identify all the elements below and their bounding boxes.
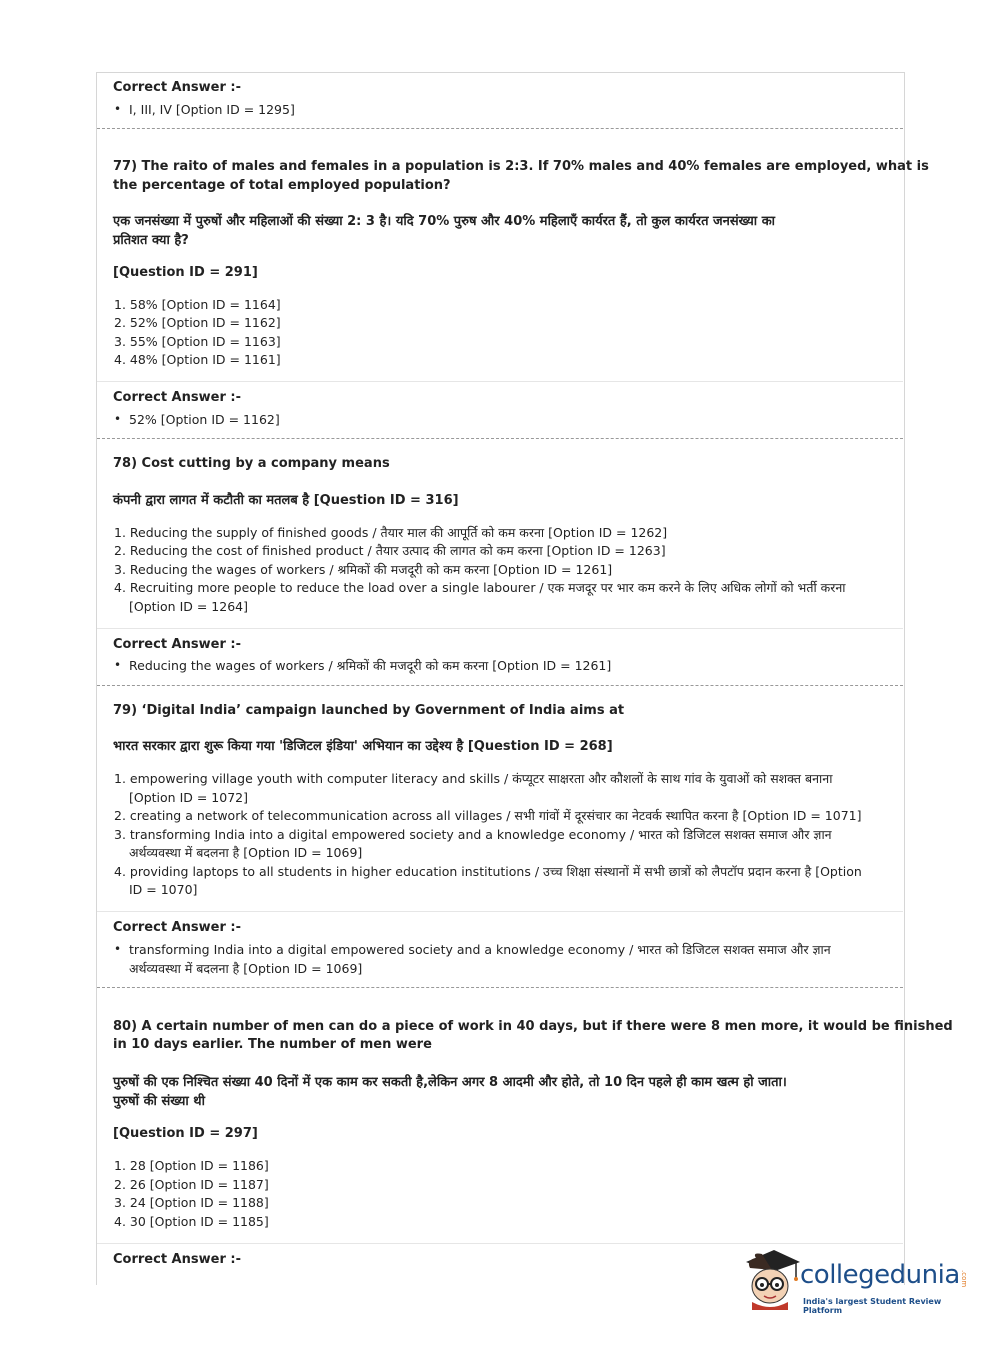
correct-answer-label: Correct Answer :- — [113, 920, 241, 935]
question-divider — [97, 987, 903, 988]
question-80-text: 80) A certain number of men can do a piece of work in 40 days, but if there were 8 men more, it would be finished — [113, 1019, 953, 1034]
correct-answer-value: transforming India into a digital empowered society and a knowledge economy / भारत को डिजिटल सशक्त समाज और ज्ञान — [129, 942, 831, 957]
question-77-id: [Question ID = 291] — [113, 265, 258, 280]
section-divider — [97, 381, 903, 382]
question-77-text: 77) The raito of males and females in a population is 2:3. If 70% males and 40% females are employed, what is — [113, 159, 929, 174]
question-77-text-cont: the percentage of total employed population? — [113, 178, 451, 193]
correct-answer-value: 52% [Option ID = 1162] — [129, 412, 280, 427]
option-item: 3. 24 [Option ID = 1188] — [114, 1195, 269, 1210]
option-item: 1. empowering village youth with computer literacy and skills / कंप्यूटर साक्षरता और कौशलों के साथ गांव के युवाओं को सशक्त बनाना — [114, 771, 833, 786]
mascot-icon — [742, 1248, 802, 1310]
bullet-icon: • — [114, 658, 122, 672]
option-item: 4. Recruiting more people to reduce the load over a single labourer / एक मजदूर पर भार कम करने के लिए अधिक लोगों को भर्ती करना — [114, 580, 846, 595]
correct-answer-label: Correct Answer :- — [113, 1252, 241, 1267]
collegedunia-logo — [742, 1246, 972, 1316]
question-80-id: [Question ID = 297] — [113, 1126, 258, 1141]
option-item: 1. 28 [Option ID = 1186] — [114, 1158, 269, 1173]
option-item: 2. Reducing the cost of finished product / तैयार उत्पाद की लागत को कम करना [Option ID = 1263] — [114, 543, 666, 558]
question-79-hindi: भारत सरकार द्वारा शुरू किया गया 'डिजिटल इंडिया' अभियान का उद्देश्य है [Question ID = 268] — [113, 739, 613, 754]
option-item: 3. transforming India into a digital empowered society and a knowledge economy / भारत को डिजिटल सशक्त समाज और ज्ञान — [114, 827, 832, 842]
question-divider — [97, 128, 903, 129]
bullet-icon: • — [114, 942, 122, 956]
option-item: 4. 30 [Option ID = 1185] — [114, 1214, 269, 1229]
option-item-cont: अर्थव्यवस्था में बदलना है [Option ID = 1069] — [129, 845, 363, 860]
question-80-text-cont: in 10 days earlier. The number of men were — [113, 1037, 432, 1052]
logo-wordmark: collegedunia — [800, 1260, 960, 1290]
section-divider — [97, 1243, 903, 1244]
section-divider — [97, 911, 903, 912]
question-divider — [97, 438, 903, 439]
option-item: 4. 48% [Option ID = 1161] — [114, 352, 281, 367]
question-divider — [97, 685, 903, 686]
option-item: 1. 58% [Option ID = 1164] — [114, 297, 281, 312]
option-item: 1. Reducing the supply of finished goods / तैयार माल की आपूर्ति को कम करना [Option ID = 1262] — [114, 525, 668, 540]
section-divider — [97, 628, 903, 629]
correct-answer-label: Correct Answer :- — [113, 637, 241, 652]
option-item-cont: ID = 1070] — [129, 882, 198, 897]
option-item-cont: [Option ID = 1264] — [129, 599, 248, 614]
option-item: 2. 52% [Option ID = 1162] — [114, 315, 281, 330]
correct-answer-label: Correct Answer :- — [113, 390, 241, 405]
logo-com: .com — [960, 1270, 968, 1288]
bullet-icon: • — [114, 102, 122, 116]
option-item-cont: [Option ID = 1072] — [129, 790, 248, 805]
option-item: 2. creating a network of telecommunication across all villages / सभी गांवों में दूरसंचार का नेटवर्क स्थापित करना है [Option ID = 1071] — [114, 808, 862, 823]
correct-answer-value: Reducing the wages of workers / श्रमिकों की मजदूरी को कम करना [Option ID = 1261] — [129, 658, 612, 673]
question-78-text: 78) Cost cutting by a company means — [113, 456, 390, 471]
question-80-hindi-cont: पुरुषों की संख्या थी — [113, 1094, 205, 1109]
option-item: 2. 26 [Option ID = 1187] — [114, 1177, 269, 1192]
content-frame — [96, 72, 905, 1285]
question-77-hindi-cont: प्रतिशत क्या है? — [113, 233, 189, 248]
question-79-text: 79) ‘Digital India’ campaign launched by Government of India aims at — [113, 703, 625, 718]
question-78-hindi: कंपनी द्वारा लागत में कटौती का मतलब है [Question ID = 316] — [113, 493, 459, 508]
option-item: 3. 55% [Option ID = 1163] — [114, 334, 281, 349]
question-80-hindi: पुरुषों की एक निश्चित संख्या 40 दिनों में एक काम कर सकती है,लेकिन अगर 8 आदमी और होते, तो 10 दिन पहले ही काम खत्म हो जाता। — [113, 1075, 787, 1090]
option-item: 4. providing laptops to all students in higher education institutions / उच्च शिक्षा संस्थानों में सभी छात्रों को लैपटॉप प्रदान करना है [Option — [114, 864, 862, 879]
logo-tagline: India's largest Student Review Platform — [803, 1297, 942, 1315]
correct-answer-value: I, III, IV [Option ID = 1295] — [129, 102, 295, 117]
correct-answer-label: Correct Answer :- — [113, 80, 241, 95]
option-item: 3. Reducing the wages of workers / श्रमिकों की मजदूरी को कम करना [Option ID = 1261] — [114, 562, 613, 577]
correct-answer-value-cont: अर्थव्यवस्था में बदलना है [Option ID = 1069] — [129, 961, 363, 976]
bullet-icon: • — [114, 412, 122, 426]
question-77-hindi: एक जनसंख्या में पुरुषों और महिलाओं की संख्या 2: 3 है। यदि 70% पुरुष और 40% महिलाएँ कार्यरत हैं, तो कुल कार्यरत जनसंख्या का — [113, 214, 776, 229]
